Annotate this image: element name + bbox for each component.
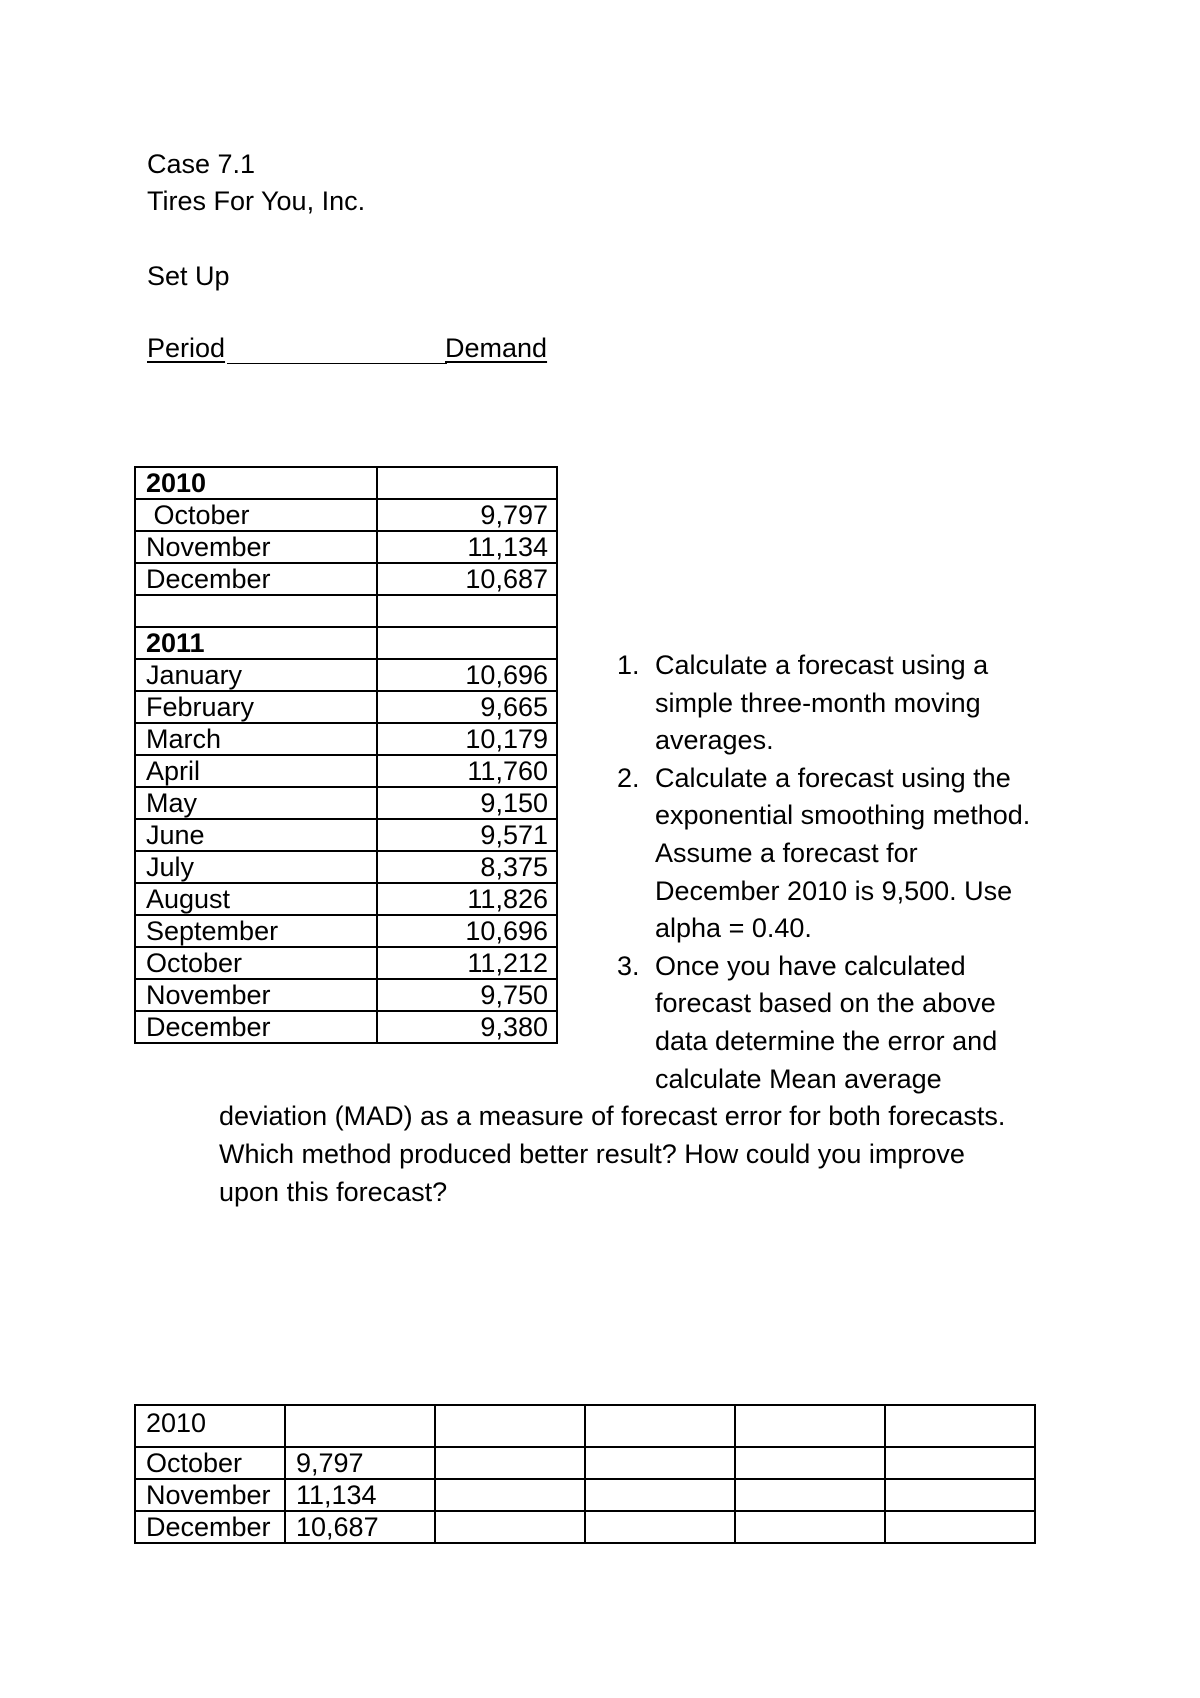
demand-table-row [135, 563, 557, 595]
period-cell: 2010 [135, 467, 377, 499]
demand-cell: 9,380 [377, 1011, 557, 1043]
forecast-cell [585, 1511, 735, 1543]
period-cell: October [135, 947, 377, 979]
question-text-line: Calculate a forecast using the [655, 762, 1011, 793]
demand-table-row [135, 851, 557, 883]
period-cell: June [135, 819, 377, 851]
company-name: Tires For You, Inc. [147, 186, 366, 216]
period-cell: July [135, 851, 377, 883]
period-heading: Period [147, 333, 226, 363]
question-text-line: Once you have calculated [655, 950, 966, 981]
question-text-line: exponential smoothing method. [655, 800, 1031, 831]
demand-cell [377, 467, 557, 499]
forecast-cell: November [135, 1479, 285, 1511]
question-text-line: averages. [655, 725, 774, 756]
forecast-cell [435, 1447, 585, 1479]
demand-table [134, 466, 558, 1044]
period-cell: December [135, 1011, 377, 1043]
period-cell: December [135, 563, 377, 595]
question-text-line: simple three-month moving [655, 687, 981, 718]
forecast-cell [435, 1511, 585, 1543]
period-cell: March [135, 723, 377, 755]
forecast-table-row [135, 1447, 1035, 1479]
question-text-line: Which method produced better result? How could you improve [219, 1139, 965, 1169]
demand-cell: 11,212 [377, 947, 557, 979]
demand-table-row [135, 915, 557, 947]
forecast-cell [735, 1479, 885, 1511]
question-number: 2. [617, 762, 640, 793]
forecast-cell [885, 1511, 1035, 1543]
forecast-table [134, 1404, 1036, 1544]
period-cell: May [135, 787, 377, 819]
forecast-cell [585, 1479, 735, 1511]
period-cell: February [135, 691, 377, 723]
demand-cell: 9,750 [377, 979, 557, 1011]
question-item [617, 948, 1067, 1098]
forecast-cell: October [135, 1447, 285, 1479]
question-number: 1. [617, 650, 640, 680]
period-cell: October [135, 499, 377, 531]
demand-cell: 8,375 [377, 851, 557, 883]
demand-cell [377, 595, 557, 627]
forecast-cell: 2010 [135, 1405, 285, 1447]
demand-table-row [135, 627, 557, 659]
demand-table-row [135, 595, 557, 627]
demand-table-row [135, 883, 557, 915]
demand-table-row [135, 723, 557, 755]
column-headings [147, 333, 552, 367]
demand-table-row [135, 499, 557, 531]
demand-cell: 9,797 [377, 499, 557, 531]
question-text-line: Calculate a forecast using a [655, 650, 989, 680]
forecast-cell [885, 1479, 1035, 1511]
question-text-line: deviation (MAD) as a measure of forecast error for both forecasts. [219, 1101, 1006, 1131]
heading-underline [227, 363, 447, 364]
demand-table-row [135, 467, 557, 499]
forecast-cell [735, 1447, 885, 1479]
forecast-cell: December [135, 1511, 285, 1543]
period-cell: November [135, 979, 377, 1011]
question-item [617, 760, 1067, 948]
demand-cell: 11,134 [377, 531, 557, 563]
demand-table-row [135, 691, 557, 723]
question-number: 3. [617, 950, 640, 981]
demand-cell: 10,696 [377, 915, 557, 947]
question-item [617, 647, 1067, 760]
forecast-cell: 10,687 [285, 1511, 435, 1543]
demand-cell [377, 627, 557, 659]
forecast-cell: 9,797 [285, 1447, 435, 1479]
question-text-line: data determine the error and [655, 1025, 998, 1056]
demand-table-row [135, 659, 557, 691]
question-text-line: calculate Mean average [655, 1063, 942, 1094]
demand-cell: 11,760 [377, 755, 557, 787]
period-cell: April [135, 755, 377, 787]
period-cell: September [135, 915, 377, 947]
question-text-line: December 2010 is 9,500. Use [655, 875, 1013, 906]
period-cell [135, 595, 377, 627]
demand-cell: 10,687 [377, 563, 557, 595]
question-text-line: upon this forecast? [219, 1177, 448, 1207]
question-text-line: Assume a forecast for [655, 837, 918, 868]
forecast-cell: 11,134 [285, 1479, 435, 1511]
period-cell: August [135, 883, 377, 915]
demand-table-row [135, 1011, 557, 1043]
demand-table-row [135, 531, 557, 563]
forecast-cell [285, 1405, 435, 1447]
forecast-cell [885, 1447, 1035, 1479]
demand-cell: 9,150 [377, 787, 557, 819]
question-text-line: alpha = 0.40. [655, 913, 812, 944]
case-number: Case 7.1 [147, 149, 256, 179]
period-cell: 2011 [135, 627, 377, 659]
forecast-table-row [135, 1479, 1035, 1511]
demand-cell: 10,179 [377, 723, 557, 755]
forecast-cell [735, 1405, 885, 1447]
forecast-table-row [135, 1511, 1035, 1543]
period-cell: November [135, 531, 377, 563]
forecast-cell [585, 1405, 735, 1447]
demand-cell: 11,826 [377, 883, 557, 915]
forecast-cell [885, 1405, 1035, 1447]
demand-table-row [135, 787, 557, 819]
section-title: Set Up [147, 261, 230, 291]
demand-cell: 10,696 [377, 659, 557, 691]
demand-table-row [135, 755, 557, 787]
demand-table-row [135, 979, 557, 1011]
question-3-continuation [219, 1097, 1079, 1211]
forecast-cell [585, 1447, 735, 1479]
demand-heading: Demand [445, 333, 548, 363]
demand-cell: 9,571 [377, 819, 557, 851]
demand-cell: 9,665 [377, 691, 557, 723]
question-text-line: forecast based on the above [655, 988, 996, 1019]
question-list [617, 647, 1067, 1098]
demand-table-row [135, 819, 557, 851]
forecast-cell [435, 1479, 585, 1511]
forecast-cell [735, 1511, 885, 1543]
forecast-table-row [135, 1405, 1035, 1447]
forecast-cell [435, 1405, 585, 1447]
demand-table-row [135, 947, 557, 979]
period-cell: January [135, 659, 377, 691]
